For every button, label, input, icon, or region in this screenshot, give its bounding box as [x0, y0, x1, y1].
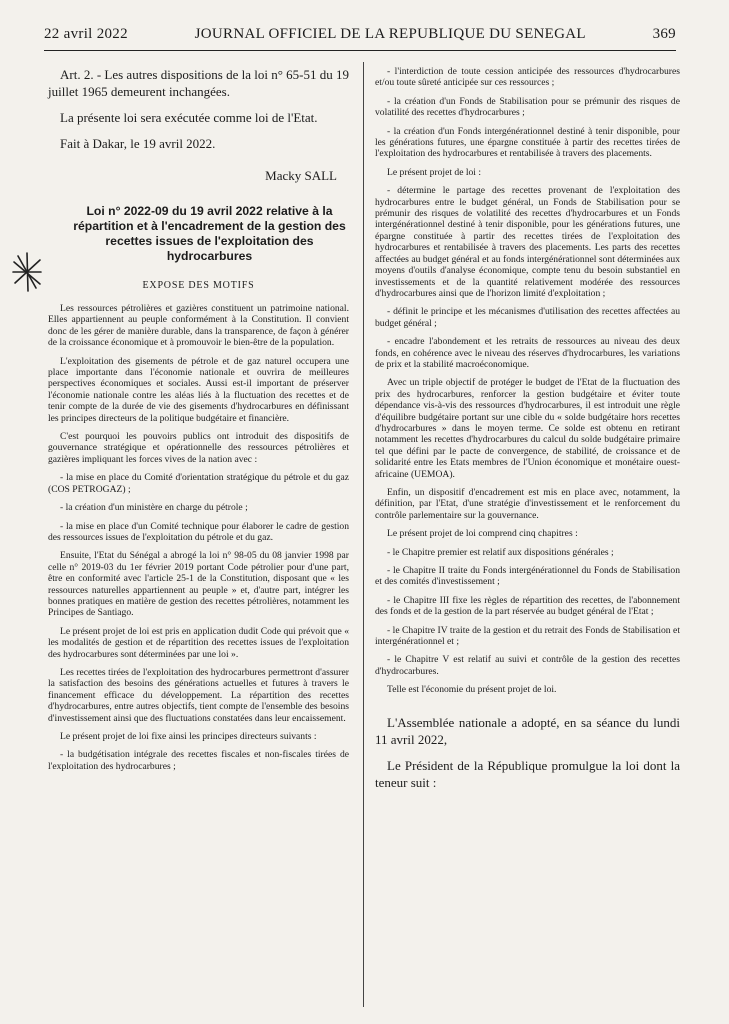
paragraph: Le présent projet de loi comprend cinq chapitres :: [387, 528, 578, 540]
header-date: 22 avril 2022: [44, 26, 128, 42]
handwritten-star-mark: [10, 250, 44, 294]
chapter-item: - le Chapitre IV traite de la gestion et du retrait des Fonds de Stabilisation et intergénérationnel et ;: [375, 624, 680, 648]
bullet-item: - encadre l'abondement et les retraits de ressources au niveau des deux fonds, en cohérence avec le niveau des réserves d'hydrocarbures, les variations de prix et la stabilité macroéconomique.: [375, 336, 680, 370]
column-divider: [363, 62, 364, 1007]
left-column: [48, 66, 349, 779]
page-header: [44, 26, 676, 48]
president-promulgation: Le Président de la République promulgue la loi dont la teneur suit :: [375, 757, 680, 790]
law-title: Loi n° 2022-09 du 19 avril 2022 relative à la répartition et à l'encadrement de la gestion des recettes issues de l'exploitation des hydrocarbures: [73, 204, 346, 263]
chapter-item: - le Chapitre premier est relatif aux dispositions générales ;: [387, 546, 614, 558]
header-rule: [44, 50, 676, 51]
execution-clause: La présente loi sera exécutée comme loi de l'Etat.: [60, 110, 318, 125]
chapter-item: - le Chapitre V est relatif au suivi et contrôle de la gestion des recettes d'hydrocarbures.: [375, 654, 680, 677]
bullet-item: - la création d'un Fonds intergénérationnel destiné à tenir disponible, pour les générations futures, une épargne constituée à partir des recettes tirées de l'exploitation des hydrocarbures et rentabilisée à travers des placements.: [375, 125, 680, 160]
right-column: [375, 66, 680, 800]
paragraph: Les recettes tirées de l'exploitation des hydrocarbures permettront d'assurer la satisfaction des besoins des générations actuelles et futures à travers le financement efficace du développement. La répartition des recettes d'hydrocarbures, entre autres objectifs, tient compte de l'ensemble des besoins d'investissement ainsi que des fluctuations constatées dans leur encaissement.: [48, 666, 349, 724]
closing-statement: Telle est l'économie du présent projet de loi.: [387, 684, 557, 696]
bullet-item: - la création d'un ministère en charge du pétrole ;: [60, 502, 248, 514]
section-title: EXPOSE DES MOTIFS: [142, 280, 255, 291]
done-at: Fait à Dakar, le 19 avril 2022.: [60, 136, 216, 151]
paragraph: L'exploitation des gisements de pétrole et de gaz naturel occupera une place importante dans l'économie nationale et ouvrira de meilleures perspectives économiques et sociales. Aussi est-il important de préserver l'économie nationale contre les aléas liés à la fluctuation des recettes et de tenir compte de la durée de vie des gisements d'hydrocarbures en définissant les principes directeurs de la politique budgétaire et financière.: [48, 355, 349, 424]
paragraph: Le présent projet de loi est pris en application dudit Code qui prévoit que « les modalités de gestion et de répartition des recettes issues de l'exploitation des hydrocarbures sont déterminées par une loi ».: [48, 625, 349, 660]
bullet-item: - la création d'un Fonds de Stabilisation pour se prémunir des risques de volatilité des recettes d'hydrocarbures ;: [375, 95, 680, 119]
paragraph: Le présent projet de loi :: [387, 166, 482, 178]
chapter-item: - le Chapitre III fixe les règles de répartition des recettes, de l'abonnement des fonds et de la gestion de la part réservée au budget général de l'Etat ;: [375, 594, 680, 618]
paragraph: Avec un triple objectif de protéger le budget de l'Etat de la fluctuation des prix des hydrocarbures, renforcer la gestion budgétaire et éviter toute dépendance vis-à-vis des ressources d'hydrocarbures, il est introduit une règle d'équilibre budgétaire portant sur une cible du « solde budgétaire hors recettes d'hydrocarbures » dans le moyen terme. Ce solde est obtenu en retirant notamment les recettes d'hydrocarbures du calcul du solde budgétaire primaire tel que défini par le pacte de convergence, de stabilité, de croissance et de solidarité entre les Etats membres de l'Union économique et monétaire ouest-africaine (UEMOA).: [375, 377, 680, 480]
journal-title: JOURNAL OFFICIEL DE LA REPUBLIQUE DU SENEGAL: [194, 26, 586, 42]
page-number: 369: [652, 26, 676, 42]
paragraph: Ensuite, l'Etat du Sénégal a abrogé la loi n° 98-05 du 08 janvier 1998 par celle n° 2019-03 du 1er février 2019 portant Code pétrolier pour d'une part, être en conformité avec l'article 25-1 de la Constitution, disposant que « les ressources naturelles appartiennent au peuple » et, d'autre part, intégrer les bonnes pratiques en matière de gestion des recettes pétrolières, notamment les Principes de Santiago.: [48, 550, 349, 619]
bullet-item: - la budgétisation intégrale des recettes fiscales et non-fiscales tirées de l'exploitation des hydrocarbures ;: [48, 749, 349, 772]
paragraph: Les ressources pétrolières et gazières constituent un patrimoine national. Elles appartiennent au peuple conformément à la Constitution. Il convient donc de les gérer de manière durable, dans la transparence, de façon à générer de la croissance économique et à promouvoir le bien-être de la population.: [48, 303, 349, 349]
paragraph: Le présent projet de loi fixe ainsi les principes directeurs suivants :: [60, 731, 317, 742]
bullet-item: - définit le principe et les mécanismes d'utilisation des recettes affectées au budget général ;: [375, 306, 680, 329]
bullet-item: - l'interdiction de toute cession anticipée des ressources d'hydrocarbures et/ou toute sûreté anticipée sur ces ressources ;: [375, 66, 680, 89]
bullet-item: - la mise en place du Comité d'orientation stratégique du pétrole et du gaz (COS PETROGAZ) ;: [48, 472, 349, 495]
paragraph: Enfin, un dispositif d'encadrement est mis en place avec, notamment, la définition, par l'Etat, d'une stratégie d'investissement et le renforcement du contrôle parlementaire sur la gouvernance.: [375, 487, 680, 521]
paragraph: C'est pourquoi les pouvoirs publics ont introduit des dispositifs de gouvernance stratégique et opérationnelle des ressources pétrolières et gazières impliquant les forces vives de la nation avec :: [48, 431, 349, 465]
chapter-item: - le Chapitre II traite du Fonds intergénérationnel du Fonds de Stabilisation et des comités d'investissement ;: [375, 565, 680, 588]
bullet-item: - la mise en place d'un Comité technique pour élaborer le cadre de gestion des ressources issues de l'exploitation du pétrole et du gaz.: [48, 520, 349, 543]
signatory: Macky SALL: [265, 168, 337, 183]
bullet-item: - détermine le partage des recettes provenant de l'exploitation des hydrocarbures entre le budget général, un Fonds de Stabilisation pour se prémunir des risques de volatilité des recettes d'hydrocarbures et un Fonds intergénérationnel destiné à tenir disponible, pour les générations futures, une épargne constituée à partir des recettes tirées de l'exploitation des hydrocarbures et rentabilisée à travers des placements. Les parts des recettes affectées au budget général et au fonds intergénérationnel sont déterminées aux moyens d'outils d'analyse économique, compte tenu du besoin substantiel en investissements et de la quantité relativement modérée des ressources d'hydrocarbures ainsi que de l'horizon limité d'exploitation ;: [375, 185, 680, 299]
assembly-adoption: L'Assemblée nationale a adopté, en sa séance du lundi 11 avril 2022,: [375, 714, 680, 747]
article-2: Art. 2. - Les autres dispositions de la loi n° 65-51 du 19 juillet 1965 demeurent inchangées.: [48, 67, 349, 99]
